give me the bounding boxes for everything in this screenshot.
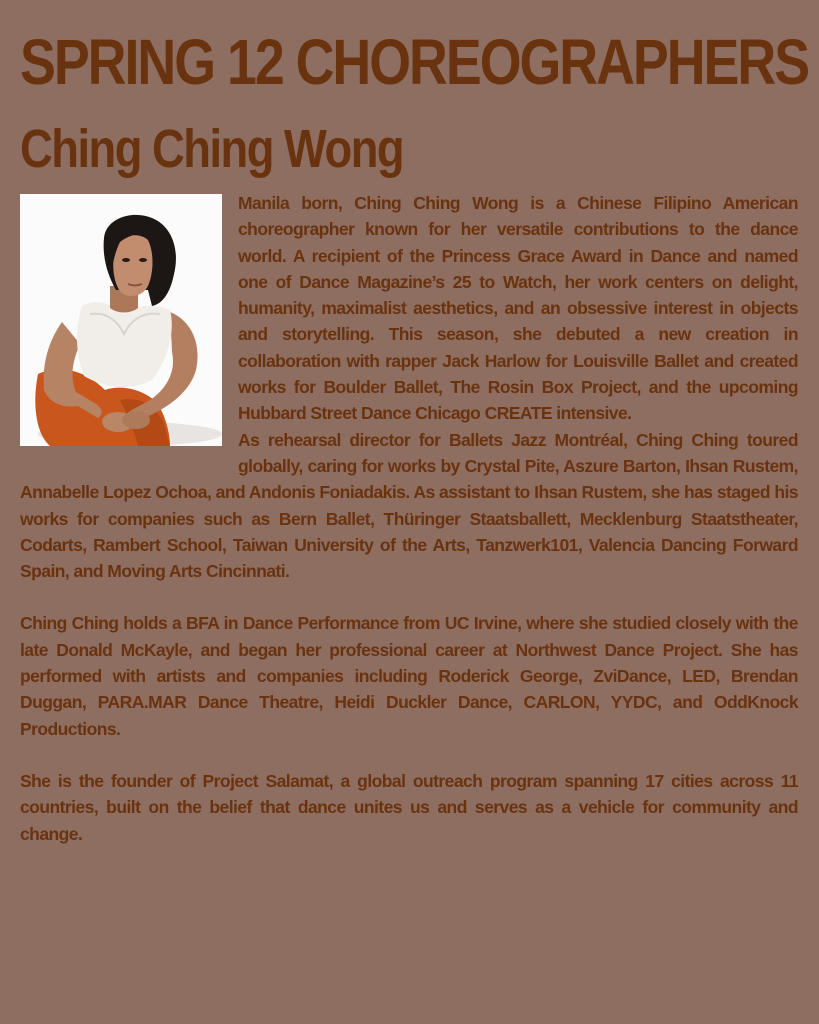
bio-paragraph-2: As rehearsal director for Ballets Jazz Montréal, Ching Ching toured globally, caring for works by Crystal Pite, Aszure Barton, Ihsan Rustem, Annabelle Lopez Ochoa, and Andonis Foniadakis. As assistant to Ihsan Rustem, she has staged his works for companies such as Bern Ballet, Thüringer Staatsballett, Mecklenburg Staatstheater, Codarts, Rambert School, Taiwan University of the Arts, Tanzwerk101, Valencia Dancing Forward Spain, and Moving Arts Cincinnati. (20, 429, 798, 582)
bio-paragraph-3: Ching Ching holds a BFA in Dance Performance from UC Irvine, where she studied closely with the late Donald McKayle, and began her professional career at Northwest Dance Project. She has performed with artists and companies including Roderick George, ZviDance, LED, Brendan Duggan, PARA.MAR Dance Theatre, Heidi Duckler Dance, CARLON, YYDC, and OddKnock Productions. (20, 613, 798, 739)
bio-paragraph-4: She is the founder of Project Salamat, a global outreach program spanning 17 cities across 11 countries, built on the belief that dance unites us and serves as a vehicle for community and change. (20, 770, 798, 844)
choreographer-page (20, 22, 809, 873)
choreographer-name: Ching Ching Wong (20, 119, 404, 179)
biography (20, 190, 798, 847)
portrait-photo (20, 194, 222, 446)
page-title: SPRING 12 CHOREOGRAPHERS (20, 26, 809, 98)
bio-paragraph-1: Manila born, Ching Ching Wong is a Chinese Filipino American choreographer known for her versatile contributions to the dance world. A recipient of the Princess Grace Award in Dance and named one of Dance Magazine’s 25 to Watch, her work centers on delight, humanity, maximalist aesthetics, and an obsessive interest in objects and storytelling. This season, she debuted a new creation in collaboration with rapper Jack Harlow for Louisville Ballet and created works for Boulder Ballet, The Rosin Box Project, and the upcoming Hubbard Street Dance Chicago CREATE intensive. (238, 193, 798, 424)
